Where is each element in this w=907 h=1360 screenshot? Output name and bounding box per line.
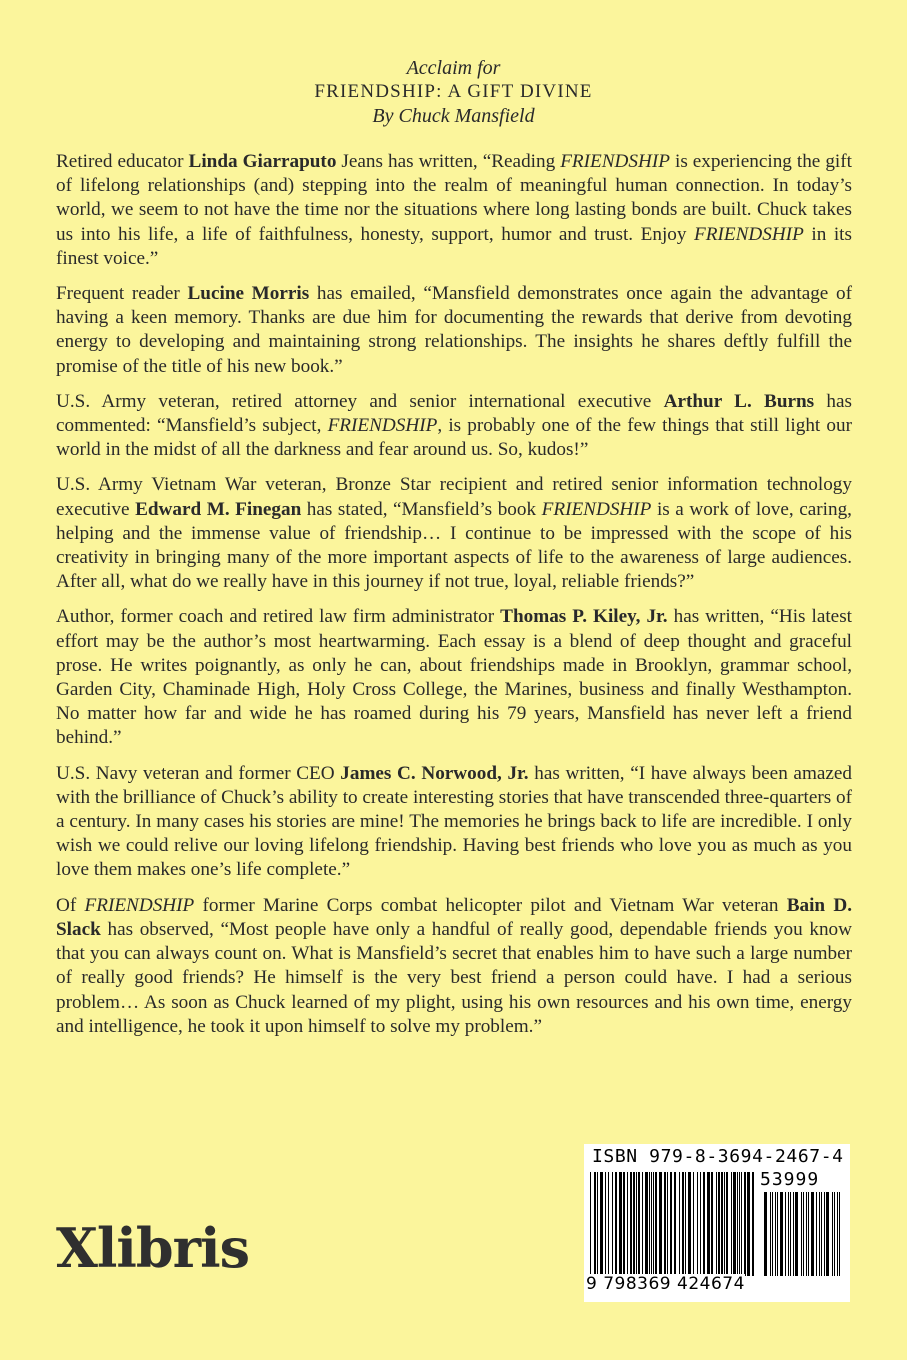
barcode-bar [615, 1172, 617, 1276]
quote-text: Author, former coach and retired law firm administrator [56, 606, 501, 628]
testimonial-paragraph [56, 473, 852, 594]
barcode-bar [693, 1172, 694, 1276]
barcode-number: 9 798369 424674 [586, 1274, 745, 1294]
isbn-barcode [584, 1144, 850, 1302]
testimonial-paragraph [56, 762, 852, 883]
price-barcode-bars [762, 1192, 844, 1276]
barcode-bar [605, 1172, 606, 1276]
barcode-bar [612, 1172, 613, 1276]
quote-text: has written, “His latest effort may be the author’s most heartwarming. Each essay is a blend of deep thought and graceful prose. He writes poignantly, as only he can, about friendships made in Brooklyn, grammar school, Garden City, Chaminade High, Holy Cross College, the Marines, business and finally Westhampton. No matter how far and wide he has roamed during his 79 years, Mansfield has never left a friend behind.” [56, 606, 852, 749]
barcode-bar [744, 1172, 746, 1276]
barcode-bar [659, 1172, 662, 1276]
barcode-bar [826, 1192, 829, 1276]
quote-text: has stated, “Mansfield’s book [301, 498, 542, 520]
barcode-bar [726, 1172, 728, 1276]
quote-text: Jeans has written, “Reading [336, 151, 561, 172]
quote-text: in its finest voice.” [56, 223, 852, 269]
quote-text: Frequent reader [56, 283, 188, 305]
barcode-bar [795, 1192, 798, 1276]
barcode-bar [816, 1192, 817, 1276]
barcode-bar [590, 1172, 591, 1276]
reviewer-name: Edward M. Finegan [135, 498, 302, 520]
book-title-ref: FRIENDSHIP [84, 894, 195, 916]
barcode-bar [645, 1172, 648, 1276]
barcode-bar [770, 1192, 771, 1276]
barcode-bar [724, 1172, 725, 1276]
barcode-bar [667, 1172, 668, 1276]
barcode-bar [718, 1172, 720, 1276]
testimonial-paragraph [56, 894, 852, 1039]
barcode-bar [700, 1172, 701, 1276]
quote-text: , is probably one of the few things that still light our world in the midst of all the darkness and fear around us. So, kudos!” [56, 415, 852, 461]
barcode-bar [803, 1192, 804, 1276]
testimonial-paragraph [56, 282, 852, 379]
barcode-bar [655, 1172, 657, 1276]
barcode-bar [785, 1192, 786, 1276]
barcode-bar [664, 1172, 666, 1276]
barcode-bar [775, 1192, 776, 1276]
acclaim-label: Acclaim for [406, 57, 501, 79]
barcode-bar [821, 1192, 822, 1276]
barcode-bar [597, 1172, 598, 1276]
barcode-bar [594, 1172, 596, 1276]
reviewer-name: Lucine Morris [187, 283, 310, 305]
barcode-bar [737, 1172, 738, 1276]
barcode-bar [733, 1172, 736, 1276]
barcode-bar [806, 1192, 807, 1276]
barcode-bar [834, 1192, 835, 1276]
barcode-bar [633, 1172, 635, 1276]
barcode-bar [638, 1172, 640, 1276]
barcode-bar [697, 1172, 698, 1276]
barcode-bars [588, 1172, 756, 1276]
testimonial-paragraph [56, 150, 852, 271]
barcode-bar [824, 1192, 825, 1276]
book-title-ref: FRIENDSHIP [541, 498, 652, 520]
barcode-bar [741, 1172, 742, 1276]
barcode-bar [731, 1172, 732, 1276]
barcode-bar [721, 1172, 723, 1276]
barcode-bar [788, 1192, 789, 1276]
barcode-bar [837, 1192, 838, 1276]
barcode-bar [688, 1172, 691, 1276]
author-byline: By Chuck Mansfield [372, 105, 535, 127]
barcode-bar [777, 1192, 778, 1276]
barcode-bar [752, 1172, 754, 1276]
testimonial-paragraph [56, 605, 852, 750]
barcode-bar [685, 1172, 686, 1276]
quote-text: has commented: “Mansfield’s subject, [56, 390, 853, 437]
reviewer-name: Linda Giarraputo [188, 151, 337, 172]
barcode-bar [670, 1172, 672, 1276]
barcode-bar [642, 1172, 643, 1276]
reviewer-name: Thomas P. Kiley, Jr. [500, 606, 668, 628]
reviewer-name: James C. Norwood, Jr. [340, 762, 529, 784]
quote-text: former Marine Corps combat helicopter pilot and Vietnam War veteran [194, 894, 787, 916]
barcode-bar [764, 1192, 767, 1276]
barcode-bar [619, 1172, 622, 1276]
quote-text: Retired educator [56, 151, 189, 172]
acclaim-header [0, 56, 907, 128]
barcode-bar [832, 1192, 833, 1276]
barcode-bar [707, 1172, 710, 1276]
barcode-bar [627, 1172, 628, 1276]
barcode-bar [819, 1192, 820, 1276]
quote-text: has written, “I have always been amazed with the brilliance of Chuck’s ability to create interesting stories that have transcended three-quarters of a century. In many cases his stories are mine! The memories he brings back to life are incredible. I only wish we could relive our loving lifelong friendship. Having best friends who love you as much as you love them makes one’s life complete.” [56, 762, 853, 881]
quote-text: U.S. Army Vietnam War veteran, Bronze Star recipient and retired senior information technology executive [56, 474, 852, 520]
barcode-bar [772, 1192, 773, 1276]
book-title-ref: FRIENDSHIP [694, 223, 804, 245]
barcode-bar [630, 1172, 632, 1276]
barcode-bar [649, 1172, 650, 1276]
testimonials [56, 150, 852, 1050]
book-title-ref: FRIENDSHIP [560, 151, 670, 172]
quote-text: Of [56, 894, 85, 916]
price-code: 53999 [760, 1169, 820, 1190]
barcode-bar [674, 1172, 676, 1276]
barcode-bar [679, 1172, 680, 1276]
reviewer-name: Arthur L. Burns [663, 390, 815, 412]
barcode-bar [711, 1172, 713, 1276]
barcode-bar [747, 1172, 750, 1276]
book-title-ref: FRIENDSHIP [327, 415, 438, 437]
quote-text: has emailed, “Mansfield demonstrates once again the advantage of having a keen memory. Thanks are due him for documenting the rewards that derive from devoting energy to developing and maintaining strong relationships. The insights he shares deftly fulfill the promise of the title of his new book.” [56, 283, 852, 377]
testimonial-paragraph [56, 390, 852, 463]
isbn-label: ISBN 979-8-3694-2467-4 [592, 1146, 844, 1167]
barcode-bar [793, 1192, 794, 1276]
barcode-bar [808, 1192, 809, 1276]
barcode-bar [651, 1172, 652, 1276]
barcode-bar [653, 1172, 654, 1276]
quote-text: U.S. Army veteran, retired attorney and senior international executive [56, 390, 664, 412]
barcode-bar [623, 1172, 625, 1276]
quote-text: is experiencing the gift of lifelong relationships (and) stepping into the realm of meaningful human connection. In today’s world, we seem to not have the time nor the situations where long lasting bonds are built. Chuck takes us into his life, a life of faithfulness, honesty, support, humor and trust. Enjoy [56, 151, 852, 245]
barcode-bar [636, 1172, 637, 1276]
barcode-bar [801, 1192, 802, 1276]
barcode-bar [839, 1192, 840, 1276]
barcode-bar [790, 1192, 791, 1276]
quote-text: U.S. Navy veteran and former CEO [56, 762, 341, 784]
quote-text: is a work of love, caring, helping and the immense value of friendship… I continue to be impressed with the scope of his creativity in bringing many of the more important aspects of life to the awareness of large audiences. After all, what do we really have in this journey if not true, loyal, reliable friends?” [56, 498, 852, 593]
barcode-bar [703, 1172, 705, 1276]
book-title: FRIENDSHIP: A GIFT DIVINE [314, 81, 593, 102]
barcode-bar [600, 1172, 603, 1276]
barcode-bar [608, 1172, 609, 1276]
barcode-bar [811, 1192, 814, 1276]
barcode-bar [739, 1172, 740, 1276]
quote-text: has observed, “Most people have only a handful of really good, dependable friends you know that you can always count on. What is Mansfield’s secret that enables him to have such a large number of really good friends? He himself is the very best friend a person could have. I had a serious problem… As soon as Chuck learned of my plight, using his own resources and his own time, energy and intelligence, he took it upon himself to solve my problem.” [56, 918, 852, 1037]
publisher-logo: Xlibris [56, 1216, 250, 1280]
barcode-bar [682, 1172, 684, 1276]
reviewer-name: Bain D. Slack [56, 894, 852, 940]
barcode-bar [716, 1172, 717, 1276]
barcode-bar [780, 1192, 783, 1276]
